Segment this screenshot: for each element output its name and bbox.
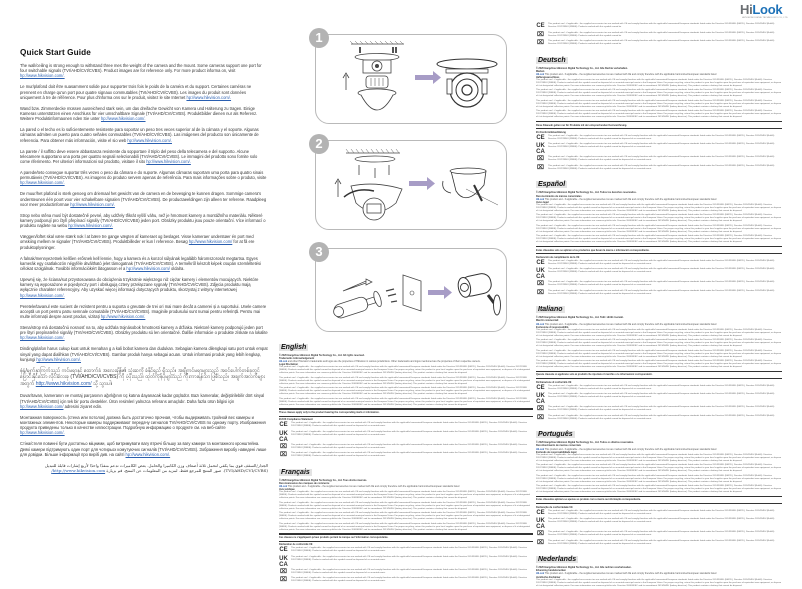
page-title: Quick Start Guide [20, 48, 91, 57]
paragraph-suffix: oldalra. [169, 266, 185, 272]
compliance-row [536, 393, 782, 405]
compliance-row [536, 415, 782, 423]
disclaimer-text: This product and - if applicable - the supplied accessories too are marked with CE and comply therefore with the applicable harmonized European standards listed under the Directive 2014/30/EU (EMCD), Directive 2011/65/EU (RoHS). Directive 2012/19/EU (WEEE): Products marked with this symbol cannot be disposed of as unsorted municipal waste in the European Union. For proper recycling, return this product to your local supplier upon the purchase of equivalent new equipment, or dispose of it at designated collection points. For more information see: www.recyclethis.info. Directive 2006/66/EC and its amendment 2013/56/EU (battery directive): This product contains a battery that cannot be disposed [536, 464, 782, 473]
compliance-heading: Déclaration de conformité UE [279, 543, 313, 547]
product-info-link[interactable]: hp://www.hikvision.com/. [125, 451, 171, 457]
legal-sections-right [536, 23, 782, 588]
product-info-link[interactable]: hp://www.hikvision.com/. [68, 223, 113, 229]
compliance-row [536, 290, 782, 298]
clause-note: Estas cláusulas solo se aplican a los productos que llevan la marca o información correspondiente. [536, 248, 650, 252]
compliance-text: This product and - if applicable - the supplied accessories too are marked with CE and comply therefore with the applicable harmonized European standards listed under the Directive 2014/30/EU (EMCD), Directive 2011/65/EU (RoHS). Directive 2012/19/EU (WEEE): Products marked with this symbol cannot be disposed of as unsorted munic [291, 547, 527, 553]
compliance-text: This product and - if applicable - the supplied accessories too are marked with CE and comply therefore with the applicable harmonized European standards listed under the Directive 2014/30/EU (EMCD), Directive 2011/65/EU (RoHS). Directive 2012/19/EU (WEEE): Products marked with this symbol cannot be disposed of as unsorted munic [548, 268, 775, 274]
disclaimer-text: This product and - if applicable - the supplied accessories too are marked with CE and comply therefore with the applicable harmonized European standards listed under the Directive 2014/30/EU (EMCD), Directive 2011/65/EU (RoHS). Directive 2012/19/EU (WEEE): Products marked with this symbol cannot be disposed of as unsorted municipal waste in the European Union. For proper recycling, return this product to your local supplier upon the purchase of equivalent new equipment, or dispose of it at designated collection points. For more information see: www.recyclethis.info. Directive 2006/66/EC and its amendment 2013/56/EU (battery directive): This product contains a battery that cannot be disposed [279, 501, 530, 510]
paragraph-text: الجدار/السقف قوي بما يكفي لتحمل ثلاثة أضعاف وزن الكاميرا والحامل. بعض الكاميرات تدعم منفذًا واحدًا لأربع إشارات قابلة للتبديل (TVI/AHD/CVI/CVBS). صور المنتج للمرجع فقط. لمزيد من المعلومات عن المنتج، قم بزيارة [44, 462, 268, 474]
disclaimer-text: This product and - if applicable - the supplied accessories too are marked with CE and comply therefore with the applicable harmonized European standards listed under the Directive 2014/30/EU (EMCD), Directive 2011/65/EU (RoHS). Directive 2012/19/EU (WEEE): Products marked with this symbol cannot be disposed of as unsorted municipal waste in the European Union. For proper recycling, return this product to your local supplier upon the purchase of equivalent new equipment, or dispose of it at designated collection points. For more information see: www.recyclethis.info. Directive 2006/66/EC and its amendment 2013/56/EU (battery directive): This product contains a battery that cannot be disposed [279, 522, 530, 531]
compliance-row [279, 547, 533, 555]
compliance-text: This product and - if applicable - the supplied accessories too are marked with CE and comply therefore with the applicable harmonized European standards listed under the Directive 2014/30/EU (EMCD), Directive 2011/65/EU (RoHS). Directive 2012/19/EU (WEEE): Products marked with this symbol cannot be disposed of as unsorted munic [291, 430, 527, 436]
disclaimer-text: This product and - if applicable - the supplied accessories too are marked with CE and comply therefore with the applicable harmonized European standards listed under the Directive 2014/30/EU (EMCD), Directive 2011/65/EU (RoHS). Directive 2012/19/EU (WEEE): Products marked with this symbol cannot be disposed of as unsorted municipal waste in the European Union. For proper recycling, return this product to your local supplier upon the purchase of equivalent new equipment, or dispose of it at designated collection points. For more information see: www.recyclethis.info. Directive 2006/66/EC and its amendment 2013/56/EU (battery directive): This product contains a battery that cannot be disposed [279, 397, 530, 406]
compliance-row [536, 32, 782, 40]
weee-bin-icon: ⌧ [280, 443, 287, 450]
copyright-line: © 2020 Hangzhou Hikvision Digital Technology Co., Ltd. All rights reserved. [279, 354, 365, 357]
intro-paragraph [20, 213, 268, 229]
disclaimer-heading: Haftungsausschluss [536, 75, 560, 79]
step-1-panel [315, 34, 507, 124]
ce-mark-icon: CE [279, 422, 288, 429]
paragraph-text: Strop nebo stěna musí být dostatečně pevné, aby udržely třikrát vyšší váhu, než je hmotnost kamery a montážního materiálu. Některé kamery podporují pro čtyři přepínací signály (TVI/AHD/CVI/CVBS) jeden port. Obrázky produktu jsou pouze orientační. Více informací o produktu najdete na webu [20, 212, 266, 229]
trademarks-heading: Reconnaissance des marques de commerce [279, 482, 330, 486]
paragraph-text: La pared o el techo es lo suficientemente resistente para soportar un peso tres veces superior al de la cámara y el soporte. Algunas cámaras admiten un puerto para cuatro señales conmutables (TVI/AHD/CVI/CVBS). Las imágenes del producto son únicamente de referencia. Para obtener más información, visite el sio web [20, 127, 259, 143]
product-info-link[interactable]: hp://www.hikvision.com/. [20, 430, 65, 436]
compliance-text: This product and - if applicable - the supplied accessories too are marked with CE and comply therefore with the applicable harmonized European standards listed under the Directive 2014/30/EU (EMCD), Directive 2011/65/EU (RoHS). Directive 2012/19/EU (WEEE): Products marked with this symbol cannot be disposed of as unsorted munic [548, 281, 775, 287]
multilingual-intro-column [20, 48, 268, 479]
product-info-link[interactable]: hp://www.hikvision.com/. [100, 116, 146, 122]
divider [279, 416, 533, 417]
disclaimer-text: This product and - if applicable - the supplied accessories too are marked with CE and comply therefore with the applicable harmonized European standards listed under the Directive 2014/30/EU (EMCD), Directive 2011/65/EU (RoHS). Directive 2012/19/EU (WEEE): Products marked with this symbol cannot be disposed of as unsorted municipal waste in the European Union. For proper recycling, return this product to your local supplier upon the purchase of equivalent new equipment, or dispose of it at designated collection points. For more information see: www.recyclethis.info. Directive 2006/66/EC and its amendment 2013/56/EU (battery directive): This product contains a battery that cannot be disposed [279, 512, 530, 521]
disclaimer-text: This product and - if applicable - the supplied accessories too are marked with CE and comply therefore with the applicable harmonized European standards listed under the Directive 2014/30/EU (EMCD), Directive 2011/65/EU (RoHS). Directive 2012/19/EU (WEEE): Products marked with this symbol cannot be disposed of as unsorted municipal waste in the European Union. For proper recycling, return this product to your local supplier upon the purchase of equivalent new equipment, or dispose of it at designated collection points. For more information see: www.recyclethis.info. Directive 2006/66/EC and its amendment 2013/56/EU (battery directive): This product contains a battery that cannot be disposed [536, 360, 782, 369]
paragraph-text: Duvar/tavan, kameranın ve montaj parçasının ağırlığının üç katına dayanacak kadar güçlüdür. Bazı kameralar, değiştirilebilir dört sinyal (TVI/AHD/CVI/CVBS) için tek bir portu destekler. Ürün resimleri yalnızca referans amaçlıdır. Daha fazla ürün bilgisi için [20, 393, 265, 404]
disclaimer-text: This product and - if applicable - the supplied accessories too are marked with CE and comply therefore with the applicable harmonized European standards listed under the Directive 2014/30/EU (EMCD), Directive 2011/65/EU (RoHS). Directive 2012/19/EU (WEEE): Products marked with this symbol cannot be disposed of as unsorted municipal waste in the European Union. For proper recycling, return this product to your local supplier upon the purchase of equivalent new equipment, or dispose of it at designated collection points. For more information see: www.recyclethis.info. Directive 2006/66/EC and its amendment 2013/56/EU (battery directive): This product contains a battery that cannot be disposed [536, 453, 782, 462]
paragraph-text: Монтажная поверхность (стена или потолок) должна быть достаточно прочная, чтобы выдерживать тройной вес камеры и монтажных элементов. Некоторые камеры поддерживают передачу сигналов TVI/AHD/CVI/CVBS по одному порту. Изображения продукта приведены только в качестве иллюстрации. Подробную информацию о продукте см. на веб-сайте [20, 414, 266, 431]
hilook-mark: HiLook [536, 447, 545, 451]
ce-mark-icon: CE [536, 134, 545, 141]
compliance-text: This product and - if applicable - the supplied accessories too are marked with CE and comply therefore with the applicable harmonized European standards listed under the Directive 2014/30/EU (EMCD), Directive 2011/65/EU (RoHS). Directive 2012/19/EU (WEEE): Products marked with this symbol cannot be disposed of as unsorted munic [548, 289, 775, 295]
disclaimer-heading: Aviso legal [536, 200, 549, 204]
disclaimer-text: This product and - if applicable - the supplied accessories too are marked with CE and comply therefore with the applicable harmonized European standards listed under the Directive 2014/30/EU (EMCD), Directive 2011/65/EU (RoHS). Directive 2012/19/EU (WEEE): Products marked with this symbol cannot be disposed of as unsorted municipal waste in the European Union. For proper recycling, return this product to your local supplier upon the purchase of equivalent new equipment, or dispose of it at designated collection points. For more information see: www.recyclethis.info. Directive 2006/66/EC and its amendment 2013/56/EU (battery directive): This product contains a battery that cannot be disposed [536, 99, 782, 108]
product-info-link[interactable]: http://www.hikvision.com/ [35, 381, 92, 388]
divider [536, 246, 782, 247]
compliance-row [536, 260, 782, 268]
disclaimer-heading: Avis juridique [279, 488, 295, 492]
weee-bin-icon: ⌧ [537, 156, 544, 163]
paragraph-suffix: adresini ziyaret edin. [63, 403, 103, 409]
compliance-text: This product and - if applicable - the supplied accessories too are marked with CE and comply therefore with the applicable harmonized European standards listed under the Directive 2014/30/EU (EMCD), Directive 2011/65/EU (RoHS). Directive 2012/19/EU (WEEE): Products marked with this symbol cannot be disposed of as unsorted munic [291, 555, 527, 561]
step-2-panel [315, 140, 507, 230]
step-2-badge: 2 [309, 134, 329, 154]
hilook-logo: HiLook [740, 2, 783, 17]
intro-paragraph [20, 256, 268, 272]
disclaimer-heading: Esclusione di responsabilità [536, 325, 569, 329]
compliance-text: This product and - if applicable - the supplied accessories too are marked with CE and comply therefore with the applicable harmonized European standards listed under the Directive 2014/30/EU (EMCD), Directive 2011/65/EU (RoHS). Directive 2012/19/EU (WEEE): Products marked with this symbol cannot be disposed of as unsorted munic [548, 134, 775, 140]
battery-bin-icon: ⌧ [537, 164, 544, 171]
compliance-text: This product and - if applicable - the supplied accessories too are marked with CE and comply therefore with the applicable harmonized European standards listed under the Directive 2014/30/EU (EMCD), Directive 2011/65/EU (RoHS). Directive 2012/19/EU (WEEE): Products marked with this symbol cannot be disposed of as unsorted munic [291, 577, 527, 583]
turret-camera-ceiling-mount-illustration [316, 141, 506, 229]
product-info-link[interactable]: hp://www.hikvision.com/. [70, 201, 115, 207]
battery-bin-icon: ⌧ [280, 577, 287, 584]
disclaimer-text: This product and - if applicable - the supplied accessories too are marked with CE and comply therefore with the applicable harmonized European standards listed under the Directive 2014/30/EU (EMCD), Directive 2011/65/EU (RoHS). Directive 2012/19/EU (WEEE): Products marked with this symbol cannot be disposed of as unsorted municipal waste in the European Union. For proper recycling, return this product to your local supplier upon the purchase of equivalent new equipment, or dispose of it at designated collection points. For more information see: www.recyclethis.info. Directive 2006/66/EC and its amendment 2013/56/EU (battery directive): This product contains a battery that cannot be disposed [536, 110, 782, 119]
disclaimer-text: This product and - if applicable - the supplied accessories too are marked with CE and comply therefore with the applicable harmonized European standards listed under the Directive 2014/30/EU (EMCD), Directive 2011/65/EU (RoHS). Directive 2012/19/EU (WEEE): Products marked with this symbol cannot be disposed of as unsorted municipal waste in the European Union. For proper recycling, return this product to your local supplier upon the purchase of equivalent new equipment, or dispose of it at designated collection points. For more information see: www.recyclethis.info. Directive 2006/66/EC and its amendment 2013/56/EU (battery directive): This product contains a battery that cannot be disposed [536, 485, 782, 494]
copyright-line: © 2020 Hangzhou Hikvision Digital Technology Co., Ltd. Alle Rechte vorbehalten. [536, 66, 628, 70]
intro-paragraph [20, 393, 268, 409]
divider [536, 253, 782, 254]
disclaimer-text: This product and - if applicable - the supplied accessories too are marked with CE and comply therefore with the applicable harmonized European standards listed under the Directive 2014/30/EU (EMCD), Directive 2011/65/EU (RoHS). Directive 2012/19/EU (WEEE): Products marked with this symbol cannot be disposed of as unsorted municipal waste in the European Union. For proper recycling, return this product to your local supplier upon the purchase of equivalent new equipment, or dispose of it at designated collection points. For more information see: www.recyclethis.info. Directive 2006/66/EC and its amendment 2013/56/EU (battery directive): This product contains a battery that cannot be disposed [536, 203, 782, 212]
disclaimer-text: This product and - if applicable - the supplied accessories too are marked with CE and comply therefore with the applicable harmonized European standards listed under the Directive 2014/30/EU (EMCD), Directive 2011/65/EU (RoHS). Directive 2012/19/EU (WEEE): Products marked with this symbol cannot be disposed of as unsorted municipal waste in the European Union. For proper recycling, return this product to your local supplier upon the purchase of equivalent new equipment, or dispose of it at designated collection points. For more information see: www.recyclethis.info. Directive 2006/66/EC and its amendment 2013/56/EU (battery directive): This product contains a battery that cannot be disposed [536, 474, 782, 483]
ce-mark-icon: CE [279, 547, 288, 554]
compliance-row [536, 23, 782, 31]
ukca-mark-icon: UK CA [536, 268, 545, 281]
paragraph-text: A falnak/mennyezetnek kellően erősnek kell lennie, hogy a kamera és a konzol súlyának legalább háromszorosát megtartsa. Egyes kamerák egy csatlakozón négyféle átváltható jelet támogatnak (TVI/AHD/CVI/CVBS). A termékről készült képek csupán szemléltetési célokat szolgálnak. További információkért látogasson el a [20, 255, 261, 272]
disclaimer-heading: Exclusão de responsabilidade legal [536, 450, 577, 454]
paragraph-text: Wand bzw. Zimmerdecke müssen ausreichend stark sein, um das dreifache Gewicht von Kamera und Halterung zu tragen. Einige Kameras unterstützen einen Anschluss für vier umschaltbare Signale (TVI/AHD/CVI/CVBS). Produktbilder dienen nur als Referenz. Weitere Produktinformaonen nden Sie unter [20, 105, 258, 122]
trademarks-heading: Erkenning handelsmerken [536, 569, 566, 573]
compliance-heading: Declaración de cumplimiento de la UE [536, 255, 580, 259]
compliance-text: This product and - if applicable - the supplied accessories too are marked with CE and comply therefore with the applicable harmonized European standards listed under the Directive 2014/30/EU (EMCD), Directive 2011/65/EU (RoHS). Directive 2012/19/EU (WEEE): Products marked with this symbol cannot be disposed of as unsorted munic [548, 384, 775, 390]
product-info-link[interactable]: http://www.hikvision.com/ [51, 468, 106, 474]
compliance-text: This product and - if applicable - the supplied accessories too are marked with CE and comply therefore with the applicable harmonized European standards listed under the Directive 2014/30/EU (EMCD), Directive 2011/65/EU (RoHS). Directive 2012/19/EU (WEEE): Products marked with this symbol cannot be disposed of as unsorted munic [291, 443, 527, 449]
product-info-link[interactable]: hp://www.hikvision.com/ [126, 266, 170, 272]
hilook-mark: HiLook [536, 72, 545, 76]
product-info-link[interactable]: hp://www.hikvision.com/. [20, 292, 65, 298]
battery-bin-icon: ⌧ [537, 289, 544, 296]
clause-note: Diese Klauseln gelten nur für Produkte mit der entsprechenden Kennzeichnung. [536, 123, 627, 127]
intro-paragraph [20, 325, 268, 341]
disclaimer-heading: Legal Disclaimer [279, 363, 299, 367]
compliance-text: This product and - if applicable - the supplied accessories too are marked with CE and comply therefore with the applicable harmonized European standards listed under the Directive 2014/30/EU (EMCD), Directive 2011/65/EU (RoHS). Directive 2012/19/EU (WEEE): Products marked with this symbol cannot be disposed of as unsorted munic [548, 539, 775, 545]
weee-bin-icon: ⌧ [537, 531, 544, 538]
disclaimer-text: This product and - if applicable - the supplied accessories too are marked with CE and comply therefore with the applicable harmonized European standards listed under the Directive 2014/30/EU (EMCD), Directive 2011/65/EU (RoHS). Directive 2012/19/EU (WEEE): Products marked with this symbol cannot be disposed of as unsorted municipal waste in the European Union. For proper recycling, return this product to your local supplier upon the purchase of equivalent new equipment, or dispose of it at designated collection points. For more information see: www.recyclethis.info. Directive 2006/66/EC and its amendment 2013/56/EU (battery directive): This product contains a battery that cannot be disposed [536, 349, 782, 358]
intro-paragraph [20, 106, 268, 122]
product-info-link[interactable]: hp://www.hikvision.com/. [20, 73, 65, 79]
product-info-link[interactable]: hp://www.hikvision.com/ [188, 239, 233, 245]
disclaimer-text: This product and - if applicable - the supplied accessories too are marked with CE and comply therefore with the applicable harmonized European standards listed under the Directive 2014/30/EU (EMCD), Directive 2011/65/EU (RoHS). Directive 2012/19/EU (WEEE): Products marked with this symbol cannot be disposed of as unsorted municipal waste in the European Union. For proper recycling, return this product to your local supplier upon the purchase of equivalent new equipment, or dispose of it at designated collection points. For more information see: www.recyclethis.info. Directive 2006/66/EC and its amendment 2013/56/EU (battery directive): This product contains a battery that cannot be disposed [536, 339, 782, 348]
disclaimer-text: This product and - if applicable - the supplied accessories too are marked with CE and comply therefore with the applicable harmonized European standards listed under the Directive 2014/30/EU (EMCD), Directive 2011/65/EU (RoHS). Directive 2012/19/EU (WEEE): Products marked with this symbol cannot be disposed of as unsorted municipal waste in the European Union. For proper recycling, return this product to your local supplier upon the purchase of equivalent new equipment, or dispose of it at designated collection points. For more information see: www.recyclethis.info. Directive 2006/66/EC and its amendment 2013/56/EU (battery directive): This product contains a battery that cannot be disposed [279, 366, 530, 375]
clause-note: These clauses apply only to the product bearing the corresponding mark or information. [279, 411, 380, 415]
legal-english-french [279, 336, 533, 586]
compliance-row [536, 518, 782, 530]
compliance-row [536, 268, 782, 280]
compliance-row [536, 135, 782, 143]
weee-bin-icon: ⌧ [280, 568, 287, 575]
disclaimer-text: This product and - if applicable - the supplied accessories too are marked with CE and comply therefore with the applicable harmonized European standards listed under the Directive 2014/30/EU (EMCD), Directive 2011/65/EU (RoHS). Directive 2012/19/EU (WEEE): Products marked with this symbol cannot be disposed of as unsorted municipal waste in the European Union. For proper recycling, return this product to your local supplier upon the purchase of equivalent new equipment, or dispose of it at designated collection points. For more information see: www.recyclethis.info. Directive 2006/66/EC and its amendment 2013/56/EU (battery directive): This product contains a battery that cannot be disposed [536, 78, 782, 87]
product-info-link[interactable]: hp://www.hikvision.com/. [20, 180, 65, 186]
paragraph-text: Væggen/loftet skal være stærk nok l at bære tre gange vægten af kameraet og beslaget. Visse kameraer understøer én port med omskiing mellem re signaler (TVI/AHD/CVI/CVBS). Produktbilleder er kun l reference. Besøg [20, 234, 254, 245]
compliance-text: This product and - if applicable - the supplied accessories too are marked with CE and comply therefore with the applicable harmonized European standards listed under the Directive 2014/30/EU (EMCD), Directive 2011/65/EU (RoHS). Directive 2012/19/EU (WEEE): Products marked with this symbol cannot be disposed of as unsorted munic [548, 406, 775, 412]
compliance-row [279, 431, 533, 443]
product-info-link[interactable]: hp://www.hikvision.com/. [36, 356, 81, 362]
copyright-line: © 2020 Hangzhou Hikvision Digital Technology Co., Ltd. Todos os direitos reservados. [536, 441, 634, 445]
paragraph-text: Le mur/plafond doit être suasamment solide pour supporter trois fois le poids de la caméra et du support. Certaines caméras ne prennent en charge qu'un port pour quatre signaux commutables (TVI/AHD/CVI/CVBS). Les images du produit sont données uniquement à tre de référence. Pour plus d'informa ons sur le produit, visitez le site Internet [20, 84, 252, 100]
language-heading: Français [281, 468, 310, 476]
paragraph-text: The wall/ceiling is strong enough to withstand three mes the weight of the camera and the mount. Some cameras support one port for four switchable signals (TVI/AHD/CVI/CVBS). Product images are for reference only. For more product informa on, visit [20, 63, 262, 74]
disclaimer-text: This product and - if applicable - the supplied accessories too are marked with CE and comply therefore with the applicable harmonized European standards listed under the Directive 2014/30/EU (EMCD), Directive 2011/65/EU (RoHS). Directive 2012/19/EU (WEEE): Products marked with this symbol cannot be disposed of as unsorted municipal waste in the European Union. For proper recycling, return this product to your local supplier upon the purchase of equivalent new equipment, or dispose of it at designated collection points. For more information see: www.recyclethis.info. Directive 2006/66/EC and its amendment 2013/56/EU (battery directive): This product contains a battery that cannot be disposed [279, 387, 530, 396]
divider [536, 503, 782, 504]
hilook-mark: HiLook [279, 485, 288, 489]
intro-paragraph [20, 234, 268, 250]
compliance-text: This product and - if applicable - the supplied accessories too are marked with CE and comply therefore with the applicable harmonized European standards listed under the Directive 2014/30/EU (EMCD), Directive 2011/65/EU (RoHS). Directive 2012/19/EU (WEEE): Products marked with this symbol cannot be disposed of as unsorted munic [548, 393, 775, 399]
compliance-row [536, 165, 782, 173]
paragraph-text: နံရံ/မျက်နှာကြက်သည် ကင်မရာနှင့် ထောက်ခံ အလေးချိန်၏ သုံးဆကို ခံနိုင်ရည် ရှိသည်။ အချို့ကင်မရာများသည် အဝင်ပေါက်တစ်ခုတွင် ပြောင်းနိုင်သော လိုင်းလေးခု (TVI/AHD/CVI/CVBS) ကို ပံ့ပိုးသည်။ ထုတ်ကုန်ပုံများသည် ကိုးကားရန်သာ ဖြစ်သည်။ အချက်အလက်များအတွက် [20, 367, 265, 388]
compliance-text: This product and - if applicable - the supplied accessories too are marked with CE and comply therefore with the applicable harmonized European standards listed under the Directive 2014/30/EU (EMCD), Directive 2011/65/EU (RoHS). Directive 2012/19/EU (WEEE): Products marked with this symbol cannot be disposed of as unsorted munic [548, 509, 775, 515]
language-heading: Português [538, 431, 573, 439]
bullet-camera-wall-mount-illustration [316, 249, 506, 331]
divider [279, 533, 533, 534]
disclaimer-text: This product and - if applicable - the supplied accessories too are marked with CE and comply therefore with the applicable harmonized European standards listed under the Directive 2014/30/EU (EMCD), Directive 2011/65/EU (RoHS). Directive 2012/19/EU (WEEE): Products marked with this symbol cannot be disposed of as unsorted municipal waste in the European Union. For proper recycling, return this product to your local supplier upon the purchase of equivalent new equipment, or dispose of it at designated collection points. For more information see: www.recyclethis.info. Directive 2006/66/EC and its amendment 2013/56/EU (battery directive): This product contains a battery that cannot be disposed [279, 376, 530, 385]
divider [536, 128, 782, 129]
language-heading: English [281, 344, 307, 351]
divider [279, 408, 533, 409]
intro-paragraph [20, 277, 268, 298]
ce-mark-icon: CE [536, 259, 545, 266]
compliance-text: This product and - if applicable - the supplied accessories too are marked with CE and comply therefore with the applicable harmonized European standards listed under the Directive 2014/30/EU (EMCD), Directive 2011/65/EU (RoHS). Directive 2012/19/EU (WEEE): Products marked with this symbol cannot be disposed of as unsorted munic [548, 259, 775, 265]
language-heading: Italiano [538, 306, 563, 314]
battery-bin-icon: ⌧ [537, 40, 544, 46]
weee-bin-icon: ⌧ [537, 31, 544, 38]
language-heading: Nederlands [538, 556, 577, 564]
copyright-line: © 2020 Hangzhou Hikvision Digital Technology Co., Ltd. Tous droits réservés. [279, 478, 368, 482]
trademark-text: HiLook This product and - if applicable - the supplied accessories too are marked with CE and comply therefore with the applicable harmonized European standards listed [536, 572, 717, 576]
compliance-row [536, 510, 782, 518]
product-info-link[interactable]: hp://www.hikvision.com/. [20, 335, 65, 341]
divider [536, 121, 782, 122]
intro-paragraph [20, 63, 268, 79]
paragraph-text: A parede/teto consegue suportar três vezes o peso da câmara e do suporte. Algumas câmaras suportam uma porta para quatro sinais permutáveis (TVI/AHD/CVI/CVBS). As imagens do produto servem apenas de referência. Para mais informações sobre o produto, visite [20, 170, 267, 181]
intro-paragraph [20, 463, 268, 473]
compliance-row [536, 531, 782, 539]
step-3-panel [315, 248, 507, 332]
compliance-row [279, 569, 533, 577]
clause-note: Estas cláusulas aplicam-se apenas ao produto com a marca ou informação correspondente. [536, 498, 641, 502]
legal-section-english [279, 336, 533, 460]
product-info-link[interactable]: hp://www.hikvision.com/. [100, 314, 146, 320]
paragraph-text: Stena/strop má dostatočnú nosnosť na to, aby udržala trojnásobok hmotnosti kamery a držiaka. Niektoré kamery podporujú jeden port pre štyri prepínateľné signály (TVI/AHD/CVI/CVBS). Obrázky produktu sú len orientačné. Ďalšie informácie o produkte získate na lokalite [20, 325, 268, 336]
disclaimer-text: This product and - if applicable - the supplied accessories too are marked with CE and comply therefore with the applicable harmonized European standards listed under the Directive 2014/30/EU (EMCD), Directive 2011/65/EU (RoHS). Directive 2012/19/EU (WEEE): Products marked with this symbol cannot be disposed of as unsorted municipal waste in the European Union. For proper recycling, return this product to your local supplier upon the purchase of equivalent new equipment, or dispose of it at designated collection points. For more information see: www.recyclethis.info. Directive 2006/66/EC and its amendment 2013/56/EU (battery directive): This product contains a battery that cannot be disposed [536, 235, 782, 244]
trademarks-heading: Trademarks Acknowledgement [279, 357, 315, 361]
trademark-text: HiLook This product and - if applicable - the supplied accessories too are marked with CE and comply therefore with the applicable harmonized European standards listed [536, 322, 717, 326]
legal-section-french [279, 461, 533, 585]
intro-paragraph [20, 127, 268, 143]
product-info-link[interactable]: hp://www.hikvision.com/. [146, 159, 191, 165]
copyright-line: © 2020 Hangzhou Hikvision Digital Technology Co., Ltd. Todos los derechos reservados. [536, 191, 637, 195]
language-heading: Deutsch [538, 56, 566, 64]
disclaimer-text: This product and - if applicable - the supplied accessories too are marked with CE and comply therefore with the applicable harmonized European standards listed under the Directive 2014/30/EU (EMCD), Directive 2011/65/EU (RoHS). Directive 2012/19/EU (WEEE): Products marked with this symbol cannot be disposed of as unsorted municipal waste in the European Union. For proper recycling, return this product to your local supplier upon the purchase of equivalent new equipment, or dispose of it at designated collection points. For more information see: www.recyclethis.info. Directive 2006/66/EC and its amendment 2013/56/EU (battery directive): This product contains a battery that cannot be disposed [536, 224, 782, 233]
step-1-badge: 1 [309, 28, 329, 48]
compliance-text: This product and - if applicable - the supplied accessories too are marked with CE and comply therefore with the applicable harmonized European standards listed under the Directive 2014/30/EU (EMCD), Directive 2011/65/EU (RoHS). Directive 2012/19/EU (WEEE): Products marked with this symbol cannot be disposed of as unsorted munic [548, 518, 775, 524]
disclaimer-text: This product and - if applicable - the supplied accessories too are marked with CE and comply therefore with the applicable harmonized European standards listed under the Directive 2014/30/EU (EMCD), Directive 2011/65/EU (RoHS). Directive 2012/19/EU (WEEE): Products marked with this symbol cannot be disposed of as unsorted municipal waste in the European Union. For proper recycling, return this product to your local supplier upon the purchase of equivalent new equipment, or dispose of it at designated collection points. For more information see: www.recyclethis.info. Directive 2006/66/EC and its amendment 2013/56/EU (battery directive): This product contains a battery that cannot be disposed [536, 578, 782, 587]
disclaimer-heading: Juridische disclaimer [536, 575, 561, 579]
weee-bin-icon: ⌧ [537, 281, 544, 288]
hilook-mark: HiLook [536, 572, 545, 576]
ce-mark-icon: CE [536, 23, 545, 29]
paragraph-suffix: for at få ere produktoplysninger. [20, 239, 255, 250]
step-3-badge: 3 [309, 242, 329, 262]
compliance-row [279, 577, 533, 585]
compliance-text: This product and - if applicable - the supplied accessories too are marked with CE and comply therefore with the applicable harmonized European standards listed under the Directive 2014/30/EU (EMCD), Directive 2011/65/EU (RoHS). Directive 2012/19/EU (WEEE): Products marked with this symbol cannot be [548, 31, 775, 37]
clause-note: Queste clausole si applicano solo ai prodotti che riportano il marchio o le informazioni corrispondenti. [536, 373, 653, 377]
battery-bin-icon: ⌧ [280, 452, 287, 459]
ukca-mark-icon: UK CA [279, 430, 288, 443]
paragraph-text: Upewnij się, że ściana/sut przystosowana do obciążenia trzykrotnie większego niż ciężar kamery i elementów mocujących. Niektóre kamery są wyposażone w pojedynczy port i obsługują cztery przełączane sygnały (TVI/AHD/CVI/CVBS). Zdjęcia produktu mają wyłącznie charakter referencyjny. Aby uzyskać więcej informacji dotyczących produktu, skorzystaj z witryny internetowej [20, 277, 259, 293]
copyright-line: © 2020 Hangzhou Hikvision Digital Technology Co., Ltd. Alle rechten voorbehouden. [536, 566, 632, 570]
paragraph-text: Peretele/tavanul este sucient de rezistent pentru a suporta o greutate de trei ori mai mare decât a camerei și a suportului. Unele camere acceptă un port pentru patru semnale comutabile (TVI/AHD/CVI/CVBS). Imaginile produsului sunt numai pentru referință. Pentru mai multe informații despre acest produs, vizitați [20, 303, 267, 320]
disclaimer-text: This product and - if applicable - the supplied accessories too are marked with CE and comply therefore with the applicable harmonized European standards listed under the Directive 2014/30/EU (EMCD), Directive 2011/65/EU (RoHS). Directive 2012/19/EU (WEEE): Products marked with this symbol cannot be disposed of as unsorted municipal waste in the European Union. For proper recycling, return this product to your local supplier upon the purchase of equivalent new equipment, or dispose of it at designated collection points. For more information see: www.recyclethis.info. Directive 2006/66/EC and its amendment 2013/56/EU (battery directive): This product contains a battery that cannot be disposed [536, 328, 782, 337]
trademark-text: HiLook This product and - if applicable - the supplied accessories too are marked with CE and comply therefore with the applicable harmonized European standards listed [279, 485, 460, 489]
hilook-mark: HiLook [279, 360, 288, 364]
compliance-row [536, 281, 782, 289]
hilook-mark: HiLook [536, 197, 545, 201]
compliance-row [536, 143, 782, 155]
disclaimer-text: This product and - if applicable - the supplied accessories too are marked with CE and comply therefore with the applicable harmonized European standards listed under the Directive 2014/30/EU (EMCD), Directive 2011/65/EU (RoHS). Directive 2012/19/EU (WEEE): Products marked with this symbol cannot be disposed of as unsorted municipal waste in the European Union. For proper recycling, return this product to your local supplier upon the purchase of equivalent new equipment, or dispose of it at designated collection points. For more information see: www.recyclethis.info. Directive 2006/66/EC and its amendment 2013/56/EU (battery directive): This product contains a battery that cannot be disposed [279, 491, 530, 500]
intro-paragraph [20, 191, 268, 207]
compliance-row [279, 444, 533, 452]
paragraph-text: Dinding/plafon harus cukup kuat untuk menahan g a kali bobot kamera dan dudukan. Sebagian kamera dilengkapi satu port untuk empat sinyal yang dapat dialihkan (TVI/AHD/CVI/CVBS). Gambar produk hanya sebagai acuan. Untuk informasi produk yang lebih lengkap, kunjungi [20, 346, 268, 362]
intro-paragraph [20, 346, 268, 362]
compliance-row [536, 406, 782, 414]
compliance-row [536, 156, 782, 164]
paragraph-text: La parete / il soffitto deve essere abbastanza resistente da sopportare il triplo del peso della telecamera e del supporto. Alcune telecamere supportano una porta per quattro segnali selezionabili (TVI/AHD/CVI/CVBS). Le immagini del prodotto sono fornite solo come riferimento. Per ulteriori informazioni sul prodotto, visitare il sito [20, 148, 258, 165]
paragraph-list [20, 63, 268, 473]
compliance-heading: Declaração de conformidade UE [536, 505, 573, 509]
ce-mark-icon: CE [536, 509, 545, 516]
product-info-link[interactable]: hp://www.hikvision.com/ [20, 403, 64, 409]
ukca-mark-icon: UK CA [536, 518, 545, 531]
compliance-text: This product and - if applicable - the supplied accessories too are marked with CE and comply therefore with the applicable harmonized European standards listed under the Directive 2014/30/EU (EMCD), Directive 2011/65/EU (RoHS). Directive 2012/19/EU (WEEE): Products marked with this symbol cannot be disposed of as unsorted munic [548, 164, 775, 170]
product-info-link[interactable]: hp://www.hikvision.com/. [186, 94, 232, 100]
hilook-mark: HiLook [536, 322, 545, 326]
compliance-row [279, 452, 533, 460]
intro-paragraph [20, 84, 268, 100]
clause-note: Ces clauses ne s'appliquent qu'aux produits portant la marque ou l'information correspondante. [279, 536, 389, 539]
compliance-text: This product and - if applicable - the supplied accessories too are marked with CE and comply therefore with the applicable harmonized European standards listed under the Directive 2014/30/EU (EMCD), Directive 2011/65/EU (RoHS). Directive 2012/19/EU (WEEE): Products marked with this symbol cannot be disposed of as unsorted munic [291, 452, 527, 458]
disclaimer-text: This product and - if applicable - the supplied accessories too are marked with CE and comply therefore with the applicable harmonized European standards listed under the Directive 2014/30/EU (EMCD), Directive 2011/65/EU (RoHS). Directive 2012/19/EU (WEEE): Products marked with this symbol cannot be disposed of as unsorted municipal waste in the European Union. For proper recycling, return this product to your local supplier upon the purchase of equivalent new equipment, or dispose of it at designated collection points. For more information see: www.recyclethis.info. Directive 2006/66/EC and its amendment 2013/56/EU (battery directive): This product contains a battery that cannot be disposed [536, 214, 782, 223]
intro-paragraph [20, 415, 268, 436]
trademark-text: HiLook This product and - if applicable - the supplied accessories too are marked with CE and comply therefore with the applicable harmonized European standards listed [536, 72, 717, 76]
compliance-text: This product and - if applicable - the supplied accessories too are marked with CE and comply therefore with the applicable harmonized European standards listed under the Directive 2014/30/EU (EMCD), Directive 2011/65/EU (RoHS). Directive 2012/19/EU (WEEE): Products marked with this symbol cannot be disposed of as unsorted munic [548, 156, 775, 162]
ukca-mark-icon: UK CA [279, 555, 288, 568]
intro-paragraph [20, 441, 268, 457]
divider [536, 496, 782, 497]
ce-mark-icon: CE [536, 384, 545, 391]
legal-right-column [536, 22, 782, 589]
divider [279, 541, 533, 542]
trademarks-heading: Marchi commerciali [536, 319, 559, 323]
trademark-text: HiLook This product and - if applicable - the supplied accessories too are marked with CE and comply therefore with the applicable harmonized European standards listed [536, 197, 717, 201]
compliance-heading: Dichiarazione di conformità UE [536, 380, 572, 384]
trademarks-heading: Reconocimiento de marcas comerciales [536, 194, 582, 198]
dome-camera-ceiling-mount-illustration [316, 35, 506, 123]
intro-paragraph [20, 304, 268, 320]
intro-paragraph [20, 149, 268, 165]
compliance-text: This product and - if applicable - the supplied accessories too are marked with CE and comply therefore with the applicable harmonized European standards listed under the Directive 2014/30/EU (EMCD), Directive 2011/65/EU (RoHS). Directive 2012/19/EU (WEEE): Products marked with this symbol cannot be [548, 40, 775, 45]
product-info-link[interactable]: hp://www.hikvision.com/. [127, 137, 172, 143]
weee-bin-icon: ⌧ [537, 406, 544, 413]
disclaimer-text: This product and - if applicable - the supplied accessories too are marked with CE and comply therefore with the applicable harmonized European standards listed under the Directive 2014/30/EU (EMCD), Directive 2011/65/EU (RoHS). Directive 2012/19/EU (WEEE): Products marked with this symbol cannot be disposed of as unsorted municipal waste in the European Union. For proper recycling, return this product to your local supplier upon the purchase of equivalent new equipment, or dispose of it at designated collection points. For more information see: www.recyclethis.info. Directive 2006/66/EC and its amendment 2013/56/EU (battery directive): This product contains a battery that cannot be disposed [536, 89, 782, 98]
compliance-row [536, 385, 782, 393]
compliance-text: This product and - if applicable - the supplied accessories too are marked with CE and comply therefore with the applicable harmonized European standards listed under the Directive 2014/30/EU (EMCD), Directive 2011/65/EU (RoHS). Directive 2012/19/EU (WEEE): Products marked with this symbol cannot be disposed of as unsorted munic [548, 414, 775, 420]
compliance-row [536, 40, 782, 48]
divider [536, 371, 782, 372]
trademark-text: HiLook and other Hikvision's trademarks and logos are the properties of Hikvision in various jurisdictions. Other trademarks and logos mentioned are the properties of their respective owners. [279, 360, 481, 364]
compliance-text: This product and - if applicable - the supplied accessories too are marked with CE and comply therefore with the applicable harmonized European standards listed under the Directive 2014/30/EU (EMCD), Directive 2011/65/EU (RoHS). Directive 2012/19/EU (WEEE): Products marked with this symbol cannot be disposed of as unsorted munic [291, 568, 527, 574]
compliance-text: This product and - if applicable - the supplied accessories too are marked with CE and comply therefore with the applicable harmonized European standards listed under the Directive 2014/30/EU (EMCD), Directive 2011/65/EU (RoHS). Directive 2012/19/EU (WEEE): Products marked with this symbol cannot be disposed of as unsorted munic [548, 531, 775, 537]
trademarks-heading: Reconhecimento de marcas comerciais [536, 444, 581, 448]
trademarks-heading: Marken [536, 69, 545, 73]
paragraph-suffix: သို့ သွားပါ။ [91, 381, 113, 388]
trademark-text: HiLook This product and - if applicable - the supplied accessories too are marked with CE and comply therefore with the applicable harmonized European standards listed [536, 447, 717, 451]
ukca-mark-icon: UK CA [536, 143, 545, 156]
compliance-text: This product and - if applicable - the supplied accessories too are marked with CE and comply therefore with the applicable harmonized European standards listed under the Directive 2014/30/EU (EMCD), Directive 2011/65/EU (RoHS). Directive 2012/19/EU (WEEE): Products marked with this symbol cannot be [548, 23, 775, 28]
paragraph-text: Стіна/стеля повинні бути достатньо міцними, щоб витримувати вагу втричі більшу за вагу камери та монтажного кронштейна. Деякі камери підтримують один порт для чотирьох комутуючих сигналів (TVI/AHD/CVI/CVBS). Зображення виробу наведені лише для довідки. Більше інформації про виріб див. на сайті [20, 441, 267, 457]
compliance-row [536, 540, 782, 548]
compliance-row [279, 556, 533, 568]
copyright-line: © 2020 Hangzhou Hikvision Digital Technology Co., Ltd. Tutti i diritti riservati. [536, 316, 624, 320]
divider [536, 378, 782, 379]
ukca-mark-icon: UK CA [536, 393, 545, 406]
logo-tagline: HIKVISION DIGITAL TECHNOLOGY CO., LTD. [742, 17, 789, 19]
compliance-heading: EU-Konformitätserklärung [536, 130, 566, 134]
compliance-text: This product and - if applicable - the supplied accessories too are marked with CE and comply therefore with the applicable harmonized European standards listed under the Directive 2014/30/EU (EMCD), Directive 2011/65/EU (RoHS). Directive 2012/19/EU (WEEE): Products marked with this symbol cannot be disposed of as unsorted munic [291, 422, 527, 428]
compliance-heading: EU/UK Compliance Statement [279, 418, 313, 422]
intro-paragraph [20, 368, 268, 388]
paragraph-text: De muur/het plafond is sterk genoeg om driemaal het gewicht van de camera en de bevesging te kunnen dragen. Sommige camera's ondersteunen één poort voor vier schakelbare signalen (TVI/AHD/CVI/CVBS). De productaeeldingen zijn alleen ter referene. Raadpleeg voor meer productinformae [20, 191, 267, 207]
compliance-row [279, 422, 533, 430]
intro-paragraph [20, 170, 268, 186]
compliance-text: This product and - if applicable - the supplied accessories too are marked with CE and comply therefore with the applicable harmonized European standards listed under the Directive 2014/30/EU (EMCD), Directive 2011/65/EU (RoHS). Directive 2012/19/EU (WEEE): Products marked with this symbol cannot be disposed of as unsorted munic [548, 143, 775, 149]
battery-bin-icon: ⌧ [537, 414, 544, 421]
battery-bin-icon: ⌧ [537, 539, 544, 546]
language-heading: Español [538, 181, 566, 189]
